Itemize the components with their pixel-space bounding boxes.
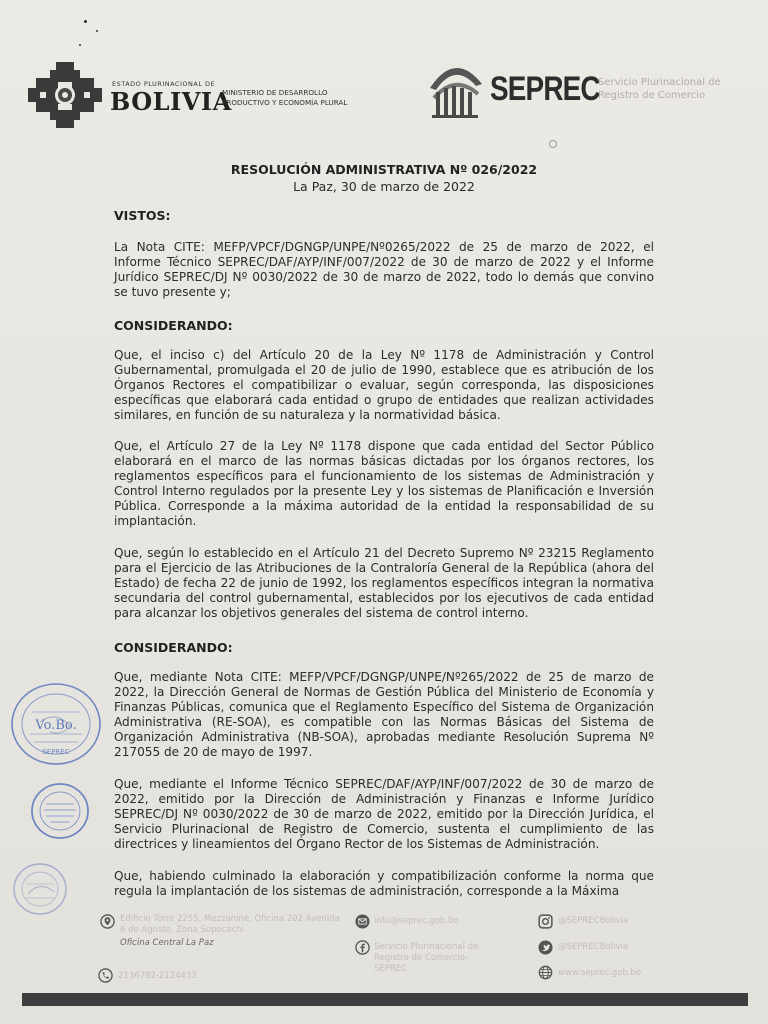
phone-icon (98, 968, 113, 983)
footer-bar (22, 993, 748, 1006)
bolivia-coat-of-arms-icon (28, 60, 102, 130)
seprec-logo-icon (420, 58, 490, 120)
place-date: La Paz, 30 de marzo de 2022 (293, 179, 475, 194)
considerando-paragraph: Que, habiendo culminado la elaboración y compatibilización conforme la norma que regula la implantación de los sistemas de administración, corresponde a la Máxima (114, 869, 654, 898)
email-icon (355, 914, 370, 929)
footer-web: www.seprec.gob.bo (558, 968, 642, 978)
org-full-name: Servicio Plurinacional de Registro de Comercio (598, 77, 721, 101)
country-name: BOLIVIA (110, 87, 232, 116)
considerando-heading: CONSIDERANDO: (114, 318, 233, 333)
twitter-icon (538, 940, 553, 955)
considerando-paragraph: Que, mediante Nota CITE: MEFP/VPCF/DGNGP/UNPE/Nº265/2022 de 25 de marzo de 2022, la Dirección General de Normas de Gestión Pública del Ministerio de Economía y Finanzas Públicas, comunica que el Reglamento Específico del Sistema de Organización Administrativa (RE-SOA), es compatible con las Normas Básicas del Sistema de Organización Administrativa (NB-SOA), aprobadas mediante Resolución Suprema Nº 217055 de 20 de mayo de 1997. (114, 670, 654, 759)
facebook-icon (355, 940, 370, 955)
considerando-paragraph: Que, mediante el Informe Técnico SEPREC/DAF/AYP/INF/007/2022 de 30 de marzo de 2022, emitido por la Dirección de Administración y Finanzas e Informe Jurídico SEPREC/DJ Nº 0030/2022 de 30 de marzo de 2022, emitido por la Dirección Jurídica, el Servicio Plurinacional de Registro de Comercio, sustenta el cumplimiento de las directrices y lineamientos del Órgano Rector de los Sistemas de Administración. (114, 777, 654, 851)
resolution-title: RESOLUCIÓN ADMINISTRATIVA Nº 026/2022 (230, 162, 538, 177)
footer-office: Oficina Central La Paz (120, 938, 214, 948)
vistos-paragraph: La Nota CITE: MEFP/VPCF/DGNGP/UNPE/Nº0265/2022 de 25 de marzo de 2022, el Informe Técnico SEPREC/DAF/AYP/INF/007/2022 de 30 de marzo de 2022 y el Informe Jurídico SEPREC/DJ Nº 0030/2022 de 30 de marzo de 2022, todo lo demás que convino se tuvo presente y; (114, 240, 654, 299)
considerando-paragraph: Que, el Artículo 27 de la Ley Nº 1178 dispone que cada entidad del Sector Público elaborará en el marco de las normas básicas dictadas por los órganos rectores, los reglamentos específicos para el funcionamiento de los sistemas de Administración y Control Interno regulados por la presente Ley y los sistemas de Planificación e Inversión Pública. Corresponde a la máxima autoridad de la entidad la responsabilidad de su implantación. (114, 439, 654, 528)
seprec-header (420, 58, 750, 128)
location-icon (100, 914, 115, 929)
considerando-paragraph: Que, el inciso c) del Artículo 20 de la Ley Nº 1178 de Administración y Control Gubernamental, promulgada el 20 de julio de 1990, establece que es atribución de los Órganos Rectores el compatibilizar o evaluar, según corresponda, las disposiciones específicas que elaborará cada entidad o grupo de entidades que realizan actividades similares, en función de su naturaleza y la normatividad básica. (114, 348, 654, 422)
considerando-heading-2: CONSIDERANDO: (114, 640, 233, 655)
footer-twitter: @SEPRECBolivia (558, 942, 628, 952)
official-seal-faded (12, 862, 68, 916)
speck (79, 44, 81, 46)
speck-mark (549, 140, 557, 148)
considerando-paragraph: Que, según lo establecido en el Artículo 21 del Decreto Supremo Nº 23215 Reglamento para el Ejercicio de las Atribuciones de la Contraloría General de la República (ahora del Estado) de fecha 22 de junio de 1992, los reglamentos específicos integran la normativa secundaria del control gubernamental, establecidos por los ejecutivos de cada entidad para alcanzar los objetivos generales del sistema de control interno. (114, 546, 654, 620)
instagram-icon (538, 914, 553, 929)
globe-icon (538, 965, 553, 980)
stamp-org: SEPREC (42, 748, 70, 756)
footer-email: info@seprec.gob.bo (374, 916, 459, 926)
footer-address: Edificio Torre 2255, Mezzanine, Oficina 202 Avenida 6 de Agosto, Zona Sopocachi (120, 914, 340, 935)
speck (84, 20, 87, 23)
org-name: SEPREC (490, 70, 600, 108)
official-stamp (10, 682, 102, 766)
speck (96, 30, 98, 32)
footer-instagram: @SEPRECBolivia (558, 916, 628, 926)
ministry-name: MINISTERIO DE DESARROLLO PRODUCTIVO Y ECONOMÍA PLURAL (222, 88, 348, 107)
footer-phone: 2136792-2124433 (118, 971, 197, 981)
state-label: ESTADO PLURINACIONAL DE (112, 80, 216, 88)
vistos-heading: VISTOS: (114, 208, 171, 223)
bolivia-header (28, 60, 368, 130)
official-seal (30, 782, 90, 840)
footer-facebook: Servicio Plurinacional de Registro de Comercio-SEPREC (374, 942, 479, 974)
stamp-vobo: Vo.Bo. (35, 718, 77, 733)
footer (0, 910, 768, 990)
